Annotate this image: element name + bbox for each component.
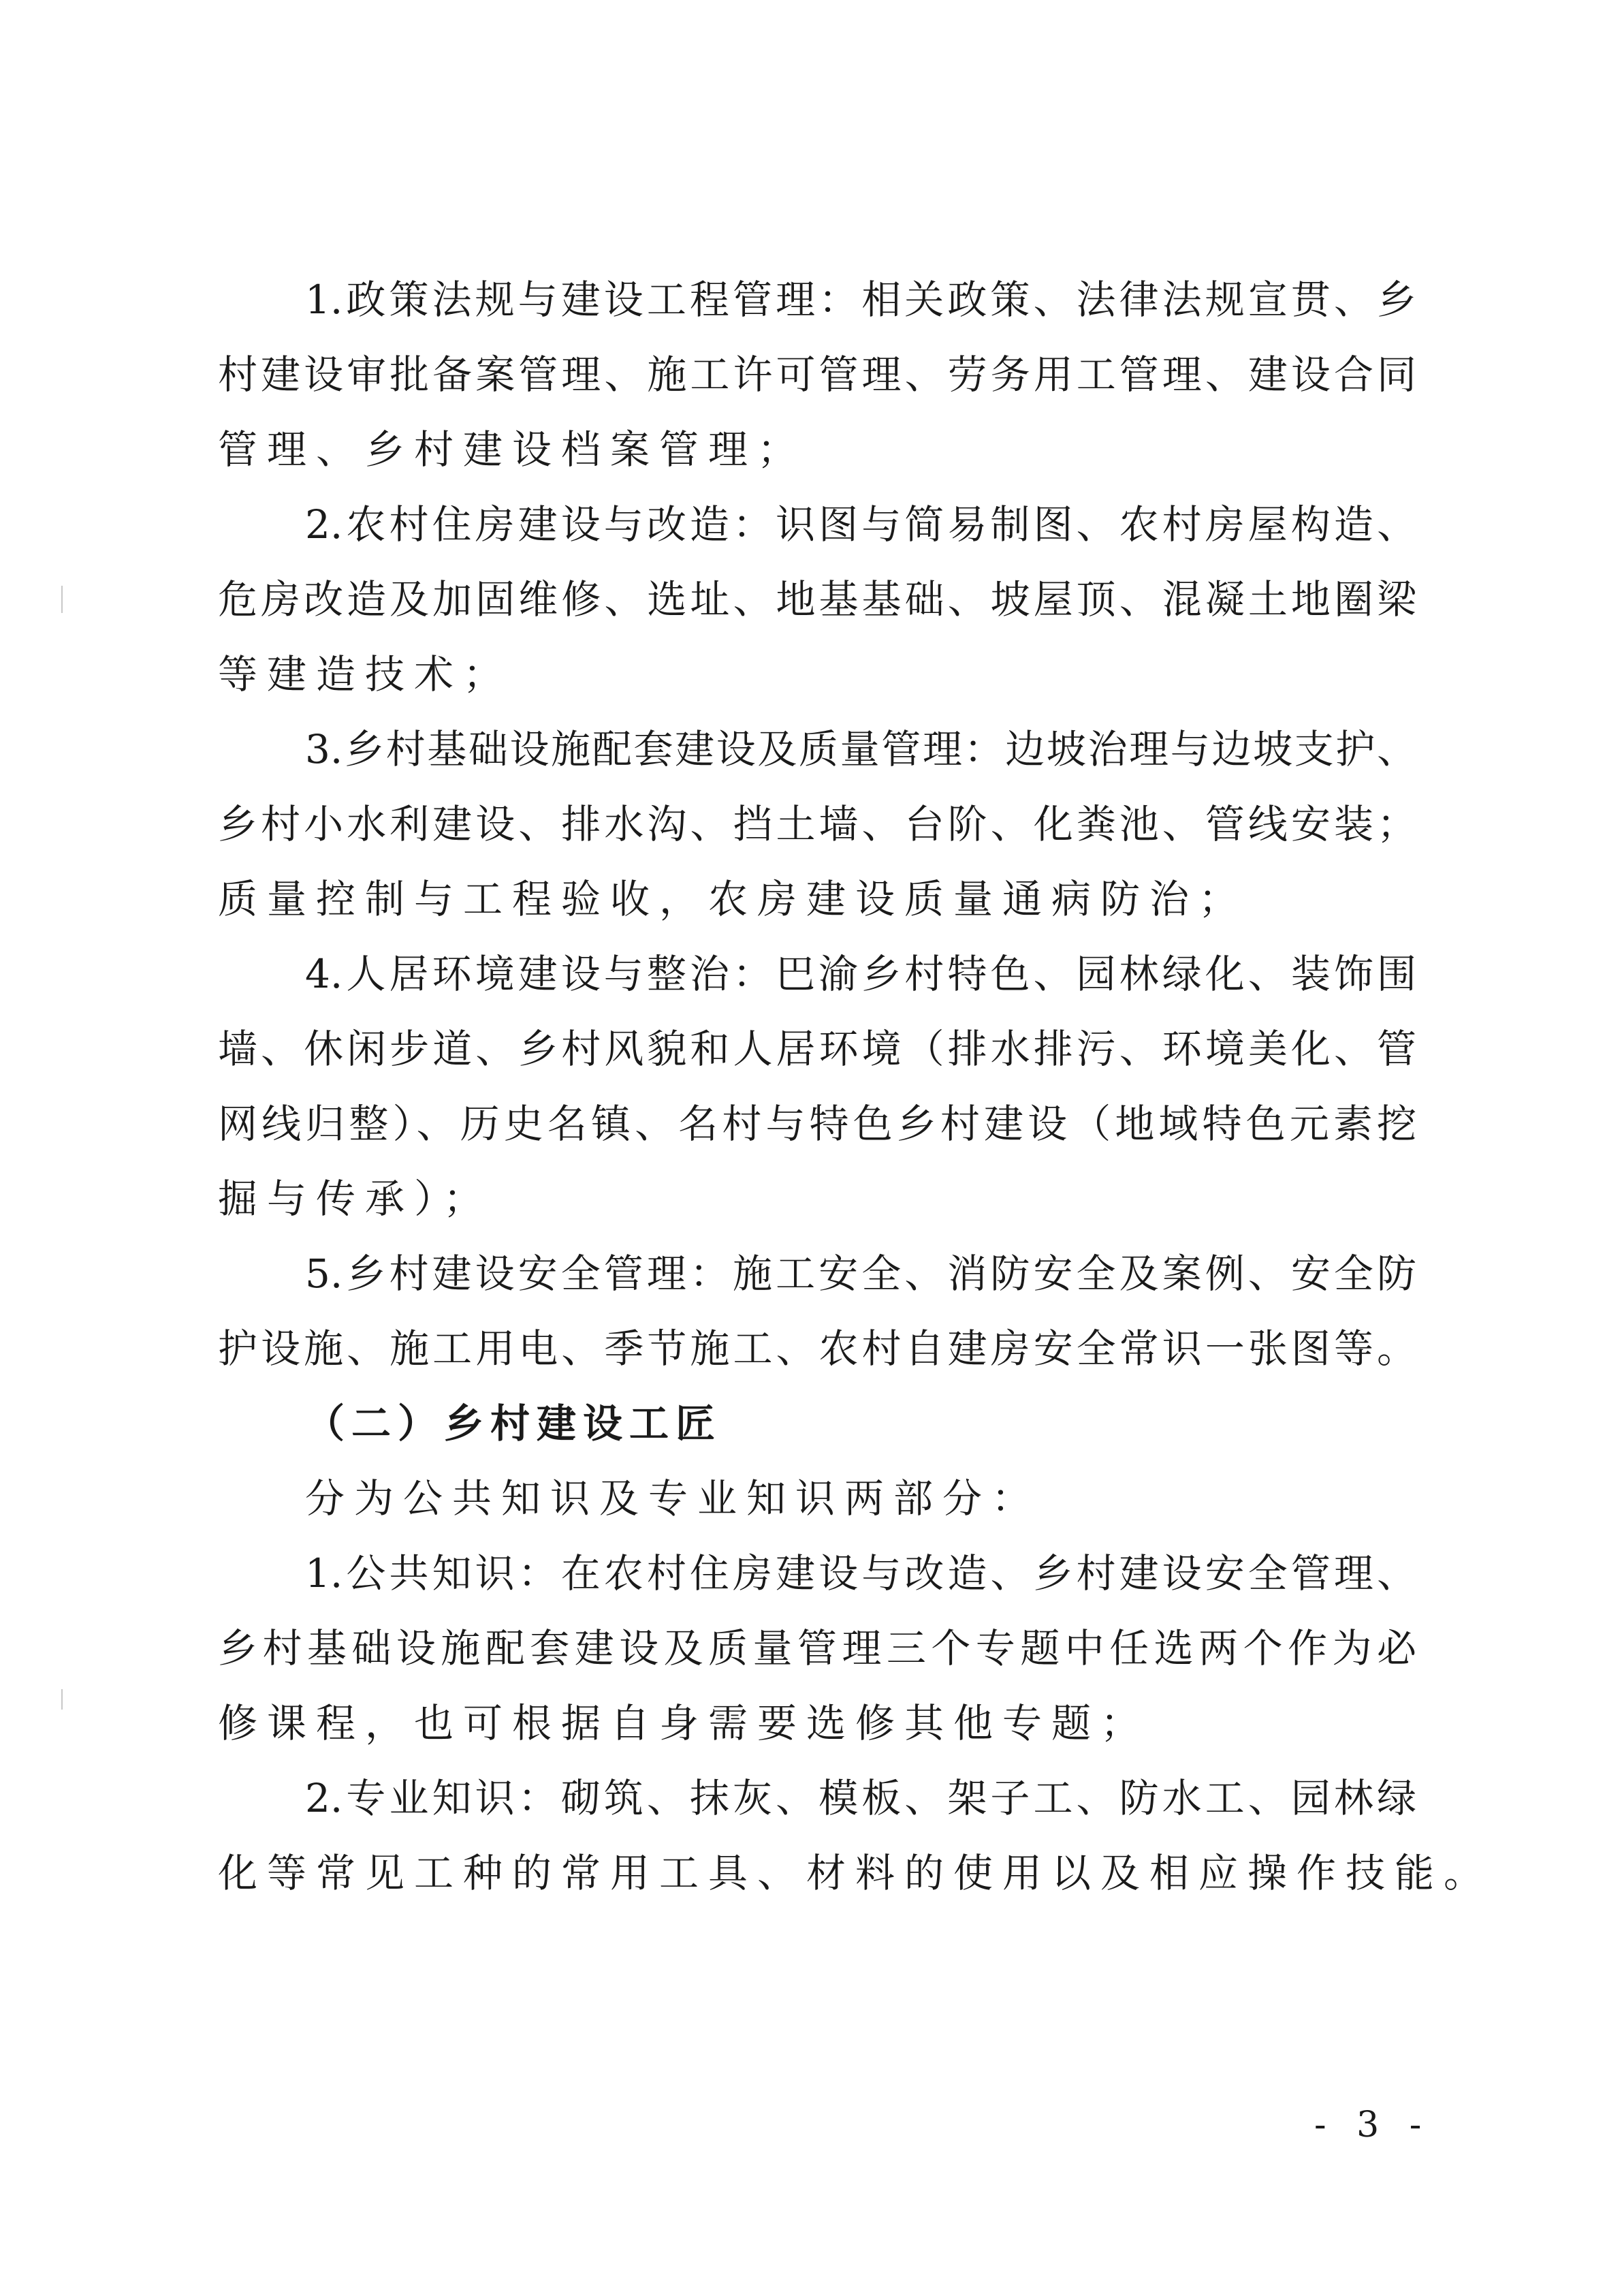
section-heading: （二）乡村建设工匠 xyxy=(305,1400,722,1447)
body-line: 管理、乡村建设档案管理； xyxy=(218,426,807,473)
body-line: 2.专业知识：砌筑、抹灰、模板、架子工、防水工、园林绿 xyxy=(305,1775,1416,1821)
body-line: 修课程，也可根据自身需要选修其他专题； xyxy=(218,1700,1150,1746)
page-number: - 3 - xyxy=(1314,2105,1431,2145)
body-line: 乡村小水利建设、排水沟、挡土墙、台阶、化粪池、管线安装； xyxy=(218,801,1416,847)
scan-margin-mark xyxy=(61,586,63,613)
body-line: 4.人居环境建设与整治：巴渝乡村特色、园林绿化、装饰围 xyxy=(305,951,1416,997)
body-line: 乡村基础设施配套建设及质量管理三个专题中任选两个作为必 xyxy=(218,1625,1416,1671)
scan-margin-mark xyxy=(61,1689,63,1710)
body-line: 掘与传承）； xyxy=(218,1176,493,1222)
body-line: 1.政策法规与建设工程管理：相关政策、法律法规宣贯、乡 xyxy=(305,277,1416,323)
body-line: 质量控制与工程验收，农房建设质量通病防治； xyxy=(218,876,1248,922)
body-line: 5.乡村建设安全管理：施工安全、消防安全及案例、安全防 xyxy=(305,1251,1416,1297)
body-line: 3.乡村基础设施配套建设及质量管理：边坡治理与边坡支护、 xyxy=(305,726,1416,772)
body-line: 2.农村住房建设与改造：识图与简易制图、农村房屋构造、 xyxy=(305,501,1416,548)
body-line: 网线归整）、历史名镇、名村与特色乡村建设（地域特色元素挖 xyxy=(218,1101,1416,1147)
body-line: 等建造技术； xyxy=(218,651,513,697)
body-line: 化等常见工种的常用工具、材料的使用以及相应操作技能。 xyxy=(218,1850,1493,1896)
body-line: 护设施、施工用电、季节施工、农村自建房安全常识一张图等。 xyxy=(218,1325,1416,1372)
intro-text: 分为公共知识及专业知识两部分： xyxy=(305,1475,1041,1522)
body-line: 1.公共知识：在农村住房建设与改造、乡村建设安全管理、 xyxy=(305,1550,1416,1597)
body-line: 村建设审批备案管理、施工许可管理、劳务用工管理、建设合同 xyxy=(218,351,1416,398)
body-line: 墙、休闲步道、乡村风貌和人居环境（排水排污、环境美化、管 xyxy=(218,1026,1416,1072)
body-line: 危房改造及加固维修、选址、地基基础、坡屋顶、混凝土地圈梁 xyxy=(218,576,1416,623)
